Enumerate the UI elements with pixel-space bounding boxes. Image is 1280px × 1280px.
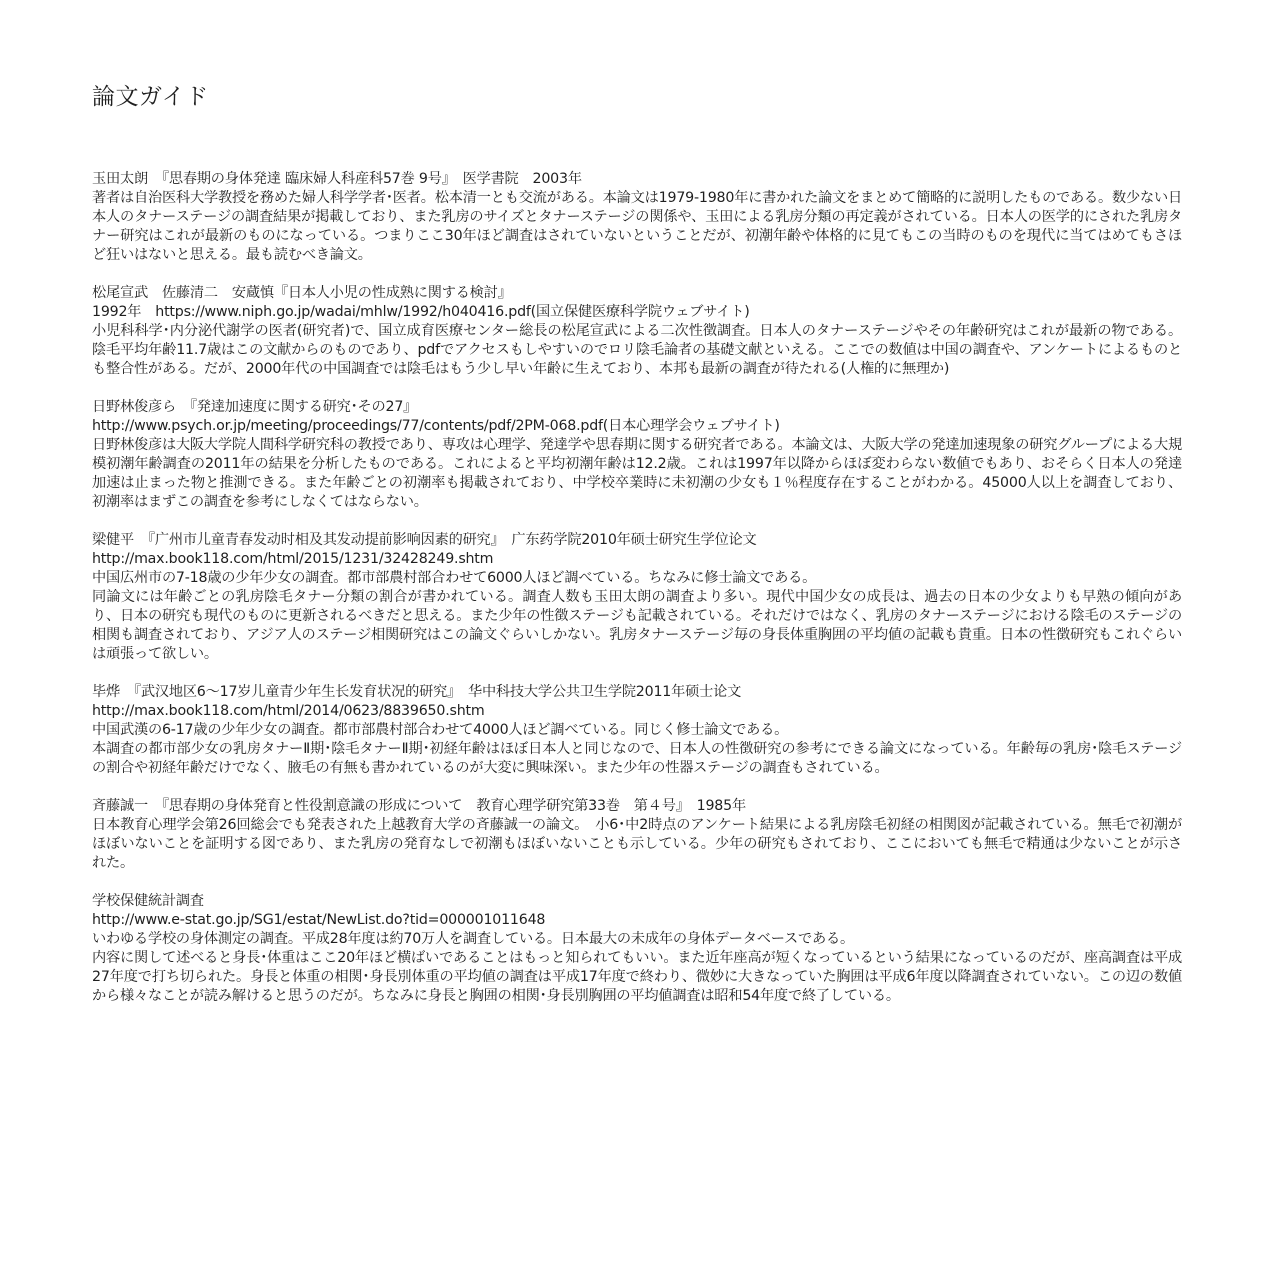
reference-body: 内容に関して述べると身長･体重はここ20年ほど横ばいであることはもっと知られてもいい。また近年座高が短くなっているという結果になっているのだが、座高調査は平成27年度で打ち切られた。身長と体重の相関･身長別体重の平均値の調査は平成17年度で終わり、微妙に大きなっていた胸囲は平成6年度以降調査されていない。この辺の数値から様々なことが読み解けると思うのだが。ちなみに身長と胸囲の相関･身長別胸囲の平均値調査は昭和54年度で終了している。 <box>92 950 1182 1004</box>
reference-entry <box>92 531 1182 664</box>
reference-body: 著者は自治医科大学教授を務めた婦人科学学者･医者。松本清一とも交流がある。本論文は1979-1980年に書かれた論文をまとめて簡略的に説明したものである。数少ない日本人のタナーステージの調査結果が掲載しており、また乳房のサイズとタナーステージの関係や、玉田による乳房分類の再定義がされている。日本人の医学的にされた乳房タナー研究はこれが最新のものになっている。つまりここ30年ほど調査はされていないということだが、初潮年齢や体格的に見てもこの当時のものを現代に当てはめてもさほど狂いはないと思える。最も読むべき論文。 <box>92 190 1182 263</box>
reference-header: 斉藤誠一 『思春期の身体発育と性役割意識の形成について 教育心理学研究第33巻 第４号』 1985年 <box>92 798 746 814</box>
reference-body: 日本教育心理学会第26回総会でも発表された上越教育大学の斉藤誠一の論文。 小6･中2時点のアンケート結果による乳房陰毛初経の相関図が記載されている。無毛で初潮がほぼいないことを証明する図であり、また乳房の発育なしで初潮もほぼいないことも示している。少年の研究もされており、ここにおいても無毛で精通は少ないことが示された。 <box>92 817 1182 871</box>
reference-list <box>92 170 1182 1006</box>
page-title: 論文ガイド <box>92 84 209 110</box>
document-page <box>92 80 1182 1025</box>
reference-entry <box>92 892 1182 1006</box>
reference-header: 毕烨 『武汉地区6〜17岁儿童青少年生长发育状况的研究』 华中科技大学公共卫生学院2011年硕士论文 <box>92 684 742 700</box>
reference-link: http://max.book118.com/html/2014/0623/8839650.shtm <box>92 703 485 719</box>
reference-header: 玉田太朗 『思春期の身体発達 臨床婦人科産科57巻 9号』 医学書院 2003年 <box>92 171 582 187</box>
reference-summary: 中国広州市の7-18歳の少年少女の調査。都市部農村部合わせて6000人ほど調べている。ちなみに修士論文である。 <box>92 570 817 586</box>
reference-summary: 中国武漢の6-17歳の少年少女の調査。都市部農村部合わせて4000人ほど調べている。同じく修士論文である。 <box>92 722 789 738</box>
reference-body: 小児科科学･内分泌代謝学の医者(研究者)で、国立成育医療センター総長の松尾宣武による二次性徴調査。日本人のタナーステージやその年齢研究はこれが最新の物である。陰毛平均年齢11.7歳はこの文献からのものであり、pdfでアクセスもしやすいのでロリ陰毛論者の基礎文献といえる。ここでの数値は中国の調査や、アンケートによるものとも整合性がある。だが、2000年代の中国調査では陰毛はもう少し早い年齢に生えており、本邦も最新の調査が待たれる(人権的に無理か) <box>92 323 1182 377</box>
reference-header: 松尾宣武 佐藤清二 安蔵慎『日本人小児の性成熟に関する検討』 <box>92 285 512 301</box>
reference-entry <box>92 683 1182 778</box>
reference-body: 同論文には年齢ごとの乳房陰毛タナー分類の割合が書かれている。調査人数も玉田太朗の調査より多い。現代中国少女の成長は、過去の日本の少女よりも早熟の傾向があり、日本の研究も現代のものに更新されるべきだと思える。また少年の性徴ステージも記載されている。それだけではなく、乳房のタナーステージにおける陰毛のステージの相関も調査されており、アジア人のステージ相関研究はこの論文ぐらいしかない。乳房タナーステージ毎の身長体重胸囲の平均値の記載も貴重。日本の性徴研究もこれぐらいは頑張って欲しい。 <box>92 589 1182 662</box>
reference-link: http://www.e-stat.go.jp/SG1/estat/NewList.do?tid=000001011648 <box>92 912 546 928</box>
reference-entry <box>92 170 1182 265</box>
reference-entry <box>92 284 1182 379</box>
reference-entry <box>92 398 1182 512</box>
reference-summary: いわゆる学校の身体測定の調査。平成28年度は約70万人を調査している。日本最大の未成年の身体データベースである。 <box>92 931 854 947</box>
reference-header: 日野林俊彦ら 『発達加速度に関する研究･その27』 <box>92 399 418 415</box>
reference-body: 日野林俊彦は大阪大学院人間科学研究科の教授であり、専攻は心理学、発達学や思春期に関する研究者である。本論文は、大阪大学の発達加速現象の研究グループによる大規模初潮年齢調査の2011年の結果を分析したものである。これによると平均初潮年齢は12.2歳。これは1997年以降からほぼ変わらない数値でもあり、おそらく日本人の発達加速は止まった物と推測できる。また年齢ごとの初潮率も掲載されており、中学校卒業時に未初潮の少女も１％程度存在することがわかる。45000人以上を調査しており、初潮率はまずこの調査を参考にしなくてはならない。 <box>92 437 1182 510</box>
reference-header: 学校保健統計調査 <box>92 893 204 909</box>
reference-link: 1992年 https://www.niph.go.jp/wadai/mhlw/1992/h040416.pdf(国立保健医療科学院ウェブサイト) <box>92 304 750 320</box>
reference-link: http://max.book118.com/html/2015/1231/32428249.shtm <box>92 551 494 567</box>
reference-header: 梁健平 『广州市儿童青春发动时相及其发动提前影响因素的研究』 广东药学院2010年硕士研究生学位论文 <box>92 532 757 548</box>
reference-link: http://www.psych.or.jp/meeting/proceedings/77/contents/pdf/2PM-068.pdf(日本心理学会ウェブサイト) <box>92 418 780 434</box>
reference-entry <box>92 797 1182 873</box>
reference-body: 本調査の都市部少女の乳房タナーⅡ期･陰毛タナーⅡ期･初経年齢はほぼ日本人と同じなので、日本人の性徴研究の参考にできる論文になっている。年齢毎の乳房･陰毛ステージの割合や初経年齢だけでなく、腋毛の有無も書かれているのが大変に興味深い。また少年の性器ステージの調査もされている。 <box>92 741 1182 776</box>
